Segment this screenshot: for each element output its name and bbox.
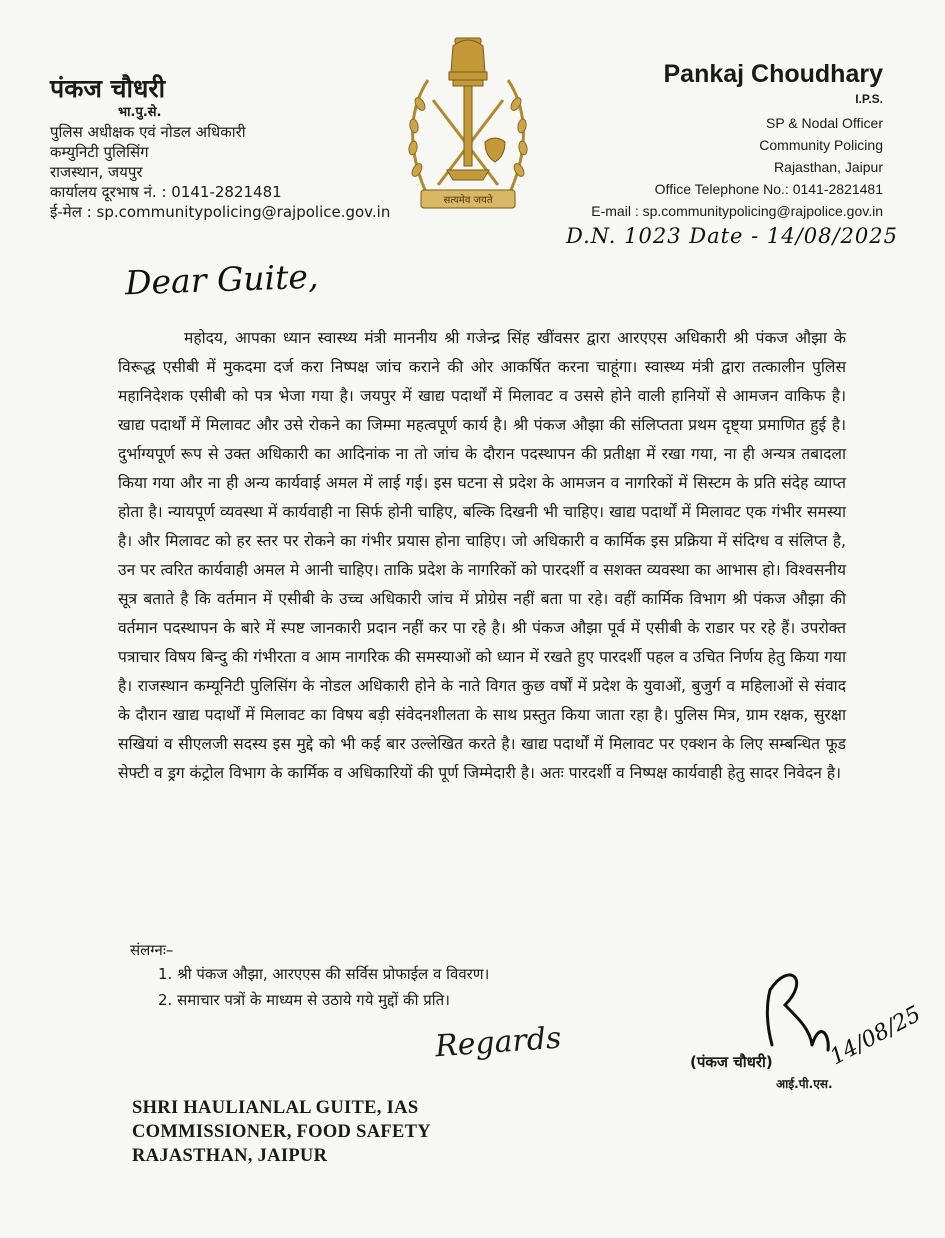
sender-phone-hindi: कार्यालय दूरभाष नं. : 0141-2821481 [50,183,282,201]
enclosures-title: संलग्नः– [130,941,174,959]
addressee-block [132,1096,431,1168]
police-emblem-icon [403,30,533,215]
body-paragraph: महोदय, आपका ध्यान स्वास्थ्य मंत्री माननीय श्री गजेन्द्र सिंह खींवसर द्वारा आरएएस अधिकारी श्री पंकज औझा के विरूद्ध एसीबी में मुकदमा दर्ज करा निष्पक्ष जांच कराने की ओर आकर्षित करना चाहूंगा। स्वास्थ्य मंत्री द्वारा तत्कालीन पुलिस महानिदेशक एसीबी को पत्र भेजा गया है। जयपुर में खाद्य पदार्थों में मिलावट व उससे होने वाली हानियों से आमजन वाकिफ है। खाद्य पदार्थों में मिलावट और उसे रोकने का जिम्मा महत्वपूर्ण कार्य है। श्री पंकज औझा की संलिप्तता प्रथम दृष्ट्या प्रमाणित हुई है। दुर्भाग्यपूर्ण रूप से उक्त अधिकारी का आदिनांक ना तो जांच के दौरान पदस्थापन की प्रतीक्षा में रखा गया, ना ही अन्यत्र तबादला किया गया और ना ही अन्य कार्यवाई अमल में लाई गई। इस घटना से प्रदेश के आमजन व नागरिकों में सिस्टम के प्रति संदेह व्याप्त होता है। न्यायपूर्ण व्यवस्था में कार्यवाही ना सिर्फ होनी चाहिए, बल्कि दिखनी भी चाहिए। खाद्य पदार्थों में मिलावट एक गंभीर समस्या है। और मिलावट को हर स्तर पर रोकने का गंभीर प्रयास होना चाहिए। जो अधिकारी व कार्मिक इस प्रक्रिया में संदिग्ध व संलिप्त है, उन पर त्वरित कार्यवाही अमल मे आनी चाहिए। ताकि प्रदेश के नागरिकों को पारदर्शी व सशक्त व्यवस्था का आभास हो। विश्वसनीय सूत्र बताते है कि वर्तमान में एसीबी के उच्च अधिकारी जांच में प्रोग्रेस नहीं बता पा रहे। वहीं कार्मिक विभाग श्री पंकज औझा की वर्तमान पदस्थापन के बारे में स्पष्ट जानकारी प्रदान नहीं कर पा रहे है। श्री पंकज औझा पूर्व में एसीबी के राडार पर रहे हैं। उपरोक्त पत्राचार विषय बिन्दु की गंभीरता व आम नागरिक की समस्याओं को ध्यान में रखते हुए पारदर्शी पहल व उचित निर्णय हेतु किया गया है। राजस्थान कम्यूनिटी पुलिसिंग के नोडल अधिकारी होने के नाते विगत कुछ वर्षों में प्रदेश के युवाओं, बुजुर्ग व महिलाओं से संवाद के दौरान खाद्य पदार्थों में मिलावट का विषय बड़ी संवेदनशीलता के साथ प्रस्तुत किया जाता रहा है। पुलिस मित्र, ग्राम रक्षक, सुरक्षा सखियां व सीएलजी सदस्य इस मुद्दे को भी कई बार उल्लेखित करते है। खाद्य पदार्थों में मिलावट पर एक्शन के लिए सम्बन्धित फूड सेफ्टी व ड्रग कंट्रोल विभाग के कार्मिक व अधिकारियों की पूर्ण जिम्मेदारी है। अतः पारदर्शी व निष्पक्ष कार्यवाही हेतु सादर निवेदन है। [118,329,846,782]
letter-body [118,324,846,788]
sender-service-english: I.P.S. [855,92,883,106]
sender-phone-english: Office Telephone No.: 0141-2821481 [654,181,883,197]
sender-department-hindi: कम्युनिटी पुलिसिंग [50,143,149,161]
signature-date: 14/08/25 [826,1001,926,1071]
addressee-line: SHRI HAULIANLAL GUITE, IAS [132,1098,419,1118]
addressee-line: RAJASTHAN, JAIPUR [132,1146,328,1166]
emblem-motto: सत्यमेव जयते [443,195,493,206]
sender-email-hindi: ई-मेल : sp.communitypolicing@rajpolice.gov.in [50,203,391,221]
signatory-name: (पंकज चौधरी) [690,1053,773,1071]
sender-email-english: E-mail : sp.communitypolicing@rajpolice.gov.in [591,203,883,219]
letterhead-hindi [50,74,410,222]
enclosure-item: 2. समाचार पत्रों के माध्यम से उठाये गये मुद्दों की प्रति। [158,991,450,1009]
sender-name-hindi: पंकज चौधरी [50,74,166,103]
letterhead-english [543,58,883,222]
enclosure-item: 1. श्री पंकज औझा, आरएएस की सर्विस प्रोफाईल व विवरण। [158,965,490,983]
sender-service-hindi: भा.पु.से. [118,105,162,120]
closing-regards: Regards [433,1020,563,1065]
addressee-line: COMMISSIONER, FOOD SAFETY [132,1122,431,1142]
dispatch-number-date: D.N. 1023 Date - 14/08/2025 [566,224,898,248]
signatory-service: आई.पी.एस. [776,1077,833,1091]
sender-location-english: Rajasthan, Jaipur [774,159,883,175]
sender-location-hindi: राजस्थान, जयपुर [50,163,143,181]
sender-designation-english: SP & Nodal Officer [766,115,883,131]
sender-name-english: Pankaj Choudhary [663,60,883,88]
sender-department-english: Community Policing [759,137,883,153]
salutation: Dear Guite, [124,256,320,303]
sender-designation-hindi: पुलिस अधीक्षक एवं नोडल अधिकारी [50,123,246,141]
